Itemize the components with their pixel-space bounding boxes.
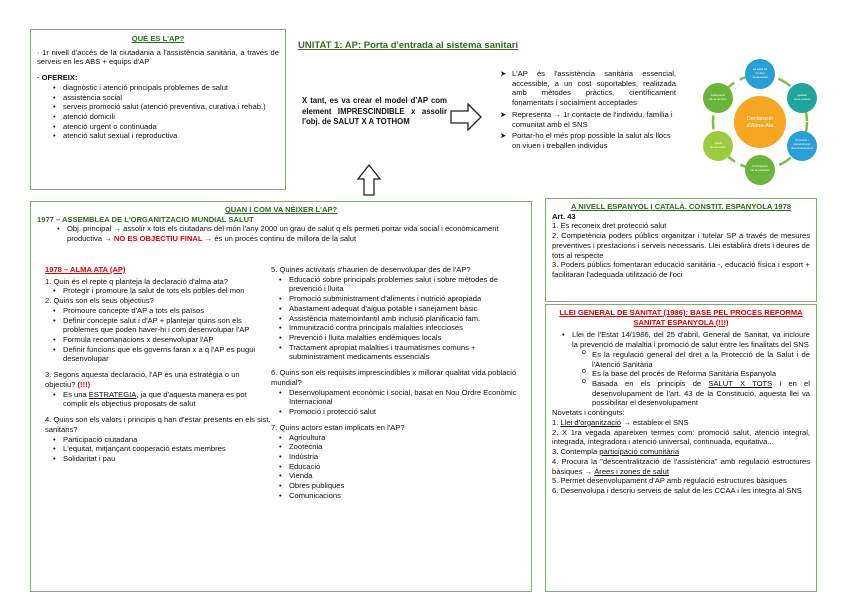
list-item: • Es una ESTRATEGIA, ja que d'aquesta manera es pot complir els objectius proposats de salut — [51, 390, 271, 409]
list-item: • Zootècnia — [277, 442, 527, 452]
right-column — [271, 265, 527, 501]
quan-box — [30, 201, 532, 592]
diagram-node-2 — [787, 83, 817, 113]
center-label: Declaració d'Alma-Ata — [746, 116, 774, 129]
list-item: • Promoure concepte d'AP a tots els països — [51, 306, 271, 316]
list-item: • Assistència maternoinfantil amb inclusió planificació fam. — [277, 314, 527, 324]
list-item: • Definir concepte salut i d'AP + plantejar quins son els problemes que poden haver-hi i com desenvolupar l'AP — [51, 316, 271, 335]
alma-ata-title: 1978 – ALMA ATA (AP) — [45, 265, 126, 274]
list-item: • Promoció subministrament d'aliments i nutrició apropiada — [277, 294, 527, 304]
list-item: o Basada en els principis de SALUT X TOTS i en el desenvolupament de l'art. 43 de la Constitució, aquesta llei va possibilitar el desenvolupament — [580, 379, 810, 408]
list-item: • serveis promoció salut (atenció preventiva, curativa i rehab.) — [51, 102, 279, 112]
question-1: 1. Quin és el repte q planteja la declaració d'alma ata? — [45, 276, 228, 286]
question-5: 5. Quines activitats s'haurien de desenvolupar des de l'AP? — [271, 265, 471, 274]
list-item: • Solidaritat i pau — [51, 454, 271, 464]
art-label: Art. 43 — [552, 211, 576, 221]
assemblea-list — [37, 224, 525, 243]
question-3: 3. Segons aquesta declaració, l'AP és una estratègia o un objectiu? (!!!) — [45, 370, 240, 389]
llei-title: LLEI GENERAL DE SANITAT (1986): BASE PEL PROCES REFORMA SANITAT ESPANYOLA (!!!) — [559, 308, 803, 327]
diagram-node-6 — [703, 83, 733, 113]
diagram-node-1 — [745, 59, 775, 89]
list-item: ➤ Portar-ho el més prop possible la salut als llocs on viuen i treballen individus — [500, 131, 671, 151]
list-item: • Llei de l'Estat 14/1986, del 25 d'abril, General de Sanitat, va incloure la prevenció de malaltia i promoció de salut entre les finalitats del SNS — [560, 330, 810, 349]
ofereix-label: · OFEREIX: — [37, 73, 78, 83]
llei-general-box — [545, 304, 817, 592]
list-item: • Protegir i promoure la salut de tots els pobles del mon — [51, 286, 271, 296]
ofereix-list — [37, 83, 279, 141]
model-text: X tant, es va crear el model d'AP com element IMPRESCINDIBLE x assolir l'obj. de SALUT X A TOTHOM — [302, 96, 447, 127]
list-item: • atenció urgent o continuada — [51, 122, 279, 132]
alma-ata-diagram — [702, 54, 818, 190]
center-node — [734, 96, 786, 148]
nivell-title: A NIVELL ESPANYOL I CATALÀ. CONSTIT. ESPANYOLA 1978 — [570, 202, 792, 211]
list-item: • Agricultura — [277, 433, 527, 443]
list-item: • diagnòstic i atenció principals problemes de salut — [51, 83, 279, 93]
list-item: • Abastament adequat d'aigua potable i sanejament bàsic — [277, 304, 527, 314]
list-item: • Participació ciutadana — [51, 435, 271, 445]
unitat-title: UNITAT 1: AP: Porta d'entrada al sistema sanitari — [298, 40, 519, 51]
diagram-node-3 — [787, 131, 817, 161]
list-item: ➤ L'AP és l'assistència sanitària essencial, accessible, a un cost suportables, realitzada amb mètodes pràctics, científicament fonamentats i socialment acceptades — [500, 69, 676, 108]
list-item: • Formula recomanacions x desenvolupar l'AP — [51, 335, 271, 345]
list-item: • assistència social — [51, 93, 279, 103]
list-item: • Comunicacions — [277, 491, 527, 501]
diagram-node-4 — [745, 155, 775, 185]
list-item: • Educació — [277, 462, 527, 472]
novetat-item: 6. Desenvolupa i descriu serveis de salut de les CCAA i les integra al SNS — [552, 485, 802, 495]
diagram-node-5 — [703, 131, 733, 161]
que-es-intro: · 1r nivell d'accés de la ciutadania a l'assistència sanitària, a través de serveis en les ABS + equips d'AP — [37, 47, 279, 67]
up-arrow-icon — [356, 163, 382, 197]
list-item: o Es la regulació general del dret a la Protecció de la Salut i de l'Atenció Sanitària — [580, 350, 810, 369]
svg-text:Salutfonamental: Salut fonamental — [710, 141, 726, 149]
list-item: • Promoció i protecció salut — [277, 407, 527, 417]
ap-definition-list — [500, 69, 676, 151]
list-item: • atenció domicili — [51, 112, 279, 122]
svg-text:Participacióde la població: Participació de la població — [750, 164, 770, 172]
assemblea-title: 1977 – ASSEMBLEA DE L'ORGANITZACIO MUNDIAL SALUT — [37, 214, 254, 224]
article-item: 2. Competència poders públics organitzar i tutelar SP a través de mesures preventives i prestacions i serveis necessaris. Llei establirà drets i deures de tots al respecte — [552, 231, 810, 260]
list-item: • Tractament apropiat malalties i traumatismes comuns + subministrament medicaments essencials — [277, 343, 527, 362]
list-item: • Indústria — [277, 452, 527, 462]
svg-text:Igualtatentre països: Igualtat entre països — [793, 93, 811, 101]
article-item: 1. Es reconeix dret protecció salut — [552, 221, 667, 231]
list-item: • atenció salut sexual i reproductiva — [51, 131, 279, 141]
question-4: 4. Quins son els valors i principis q han d'estar presents en els sist. sanitaris? — [45, 415, 271, 434]
list-item: ➤ Representa → 1r contacte de l'individu, família i comunitat amb el SNS — [500, 109, 673, 129]
list-item: • L'equitat, mitjançant cooperació estats membres — [51, 444, 271, 454]
list-item: • Obj. principal → assolir x tots els ciutadans del món l'any 2000 un grau de salut q els permeti portar vida social i econòmicament productiva → NO ES OBJECTIU FINAL → és un procés continu de millora de la salut — [55, 224, 525, 243]
novetat-item: 3. Contempla participació comunitària — [552, 447, 680, 457]
question-2: 2. Quins son els seus objectius? — [45, 296, 154, 306]
svg-text:Adequacióde la tècnica: Adequació de la tècnica — [709, 93, 727, 101]
list-item: • Definir funcions que els governs faran x a q l'AP es pugui desenvolupar — [51, 345, 271, 364]
list-item: • Vienda — [277, 471, 527, 481]
que-es-title: QUÈ ES L'AP? — [131, 34, 185, 43]
que-es-box — [30, 29, 286, 190]
list-item: o Es la base del procés de Reforma Sanitària Espanyola — [580, 369, 810, 379]
list-item: • Prevenció i lluita malalties endèmiques locals — [277, 333, 527, 343]
novetat-item: 1. Llei d'organització → estableix el SNS — [552, 417, 689, 427]
novetat-item: 2. X 1ra vegada apareixen termes com: promoció salut, atenció integral, integrada, integradora i atenció universal, continuada, equitativa... — [552, 427, 810, 447]
svg-text:La salut ésun dretfonamental: La salut és un dret fonamental — [752, 67, 768, 79]
quan-title: QUAN I COM VA NÈIXER L'AP? — [224, 205, 338, 214]
question-7: 7. Quins actors estan implicats en l'AP? — [271, 422, 405, 432]
question-6: 6. Quins son els requisits imprescindibles x millorar qualitat vida població mundial? — [271, 368, 517, 387]
list-item: • Immunització contra principals malalties infeccioses — [277, 323, 527, 333]
svg-text:Promoció iprevenció perdesenvo: Promoció i prevenció per desenvolupament — [790, 138, 814, 150]
article-item: 3. Poders públics fomentaran educació sanitària -, educació física i esport + facilitaran l'adequada utilització de l'oci — [552, 260, 810, 280]
list-item: • Desenvolupament econòmic i social, basat en Nou Ordre Econòmic Internacional — [277, 388, 527, 407]
novetats-label: Novetats i continguts: — [552, 408, 625, 418]
novetat-item: 4. Procura la "descentralització de l'assistència" amb regulació estructures bàsiques → Àrees i zones de salut — [552, 456, 810, 476]
novetat-item: 5. Permet desenvolupament d'AP amb regulació estructures bàsiques — [552, 476, 787, 486]
left-column — [45, 265, 271, 464]
nivell-espanyol-box — [545, 198, 817, 302]
list-item: • Obres publiques — [277, 481, 527, 491]
list-item: • Educació sobre principals problemes salut i sobre mètodes de prevenció i lluita — [277, 275, 527, 294]
right-arrow-icon — [449, 102, 483, 132]
